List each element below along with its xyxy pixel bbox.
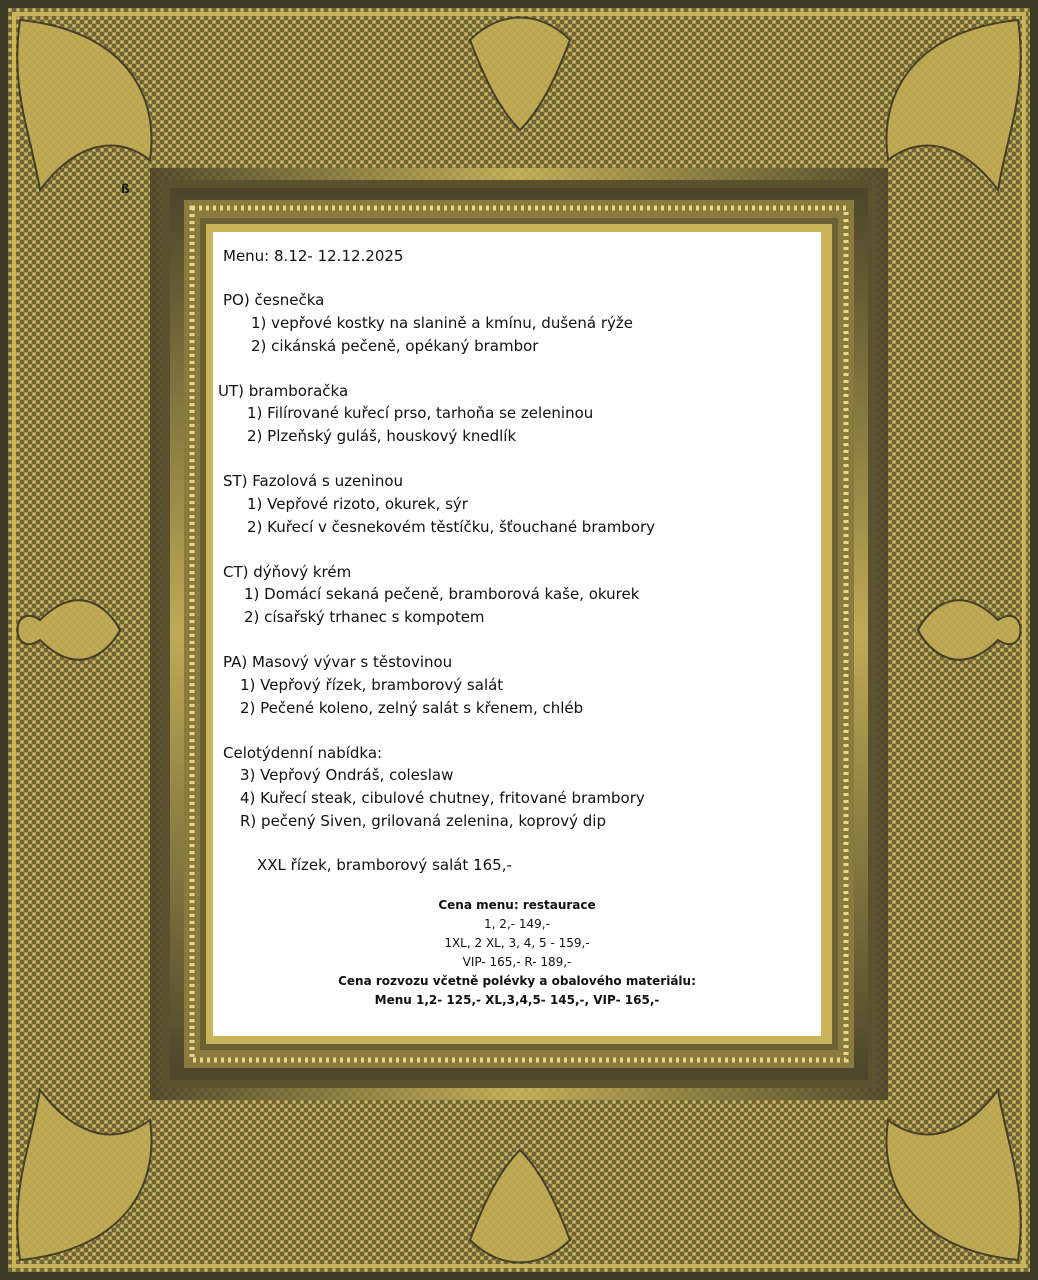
day-item: 1) Vepřový řízek, bramborový salát xyxy=(240,676,504,694)
price-title: Cena menu: restaurace xyxy=(438,898,596,912)
price-line: 1, 2,- 149,- xyxy=(484,917,550,931)
delivery-line: Menu 1,2- 125,- XL,3,4,5- 145,-, VIP- 165,- xyxy=(374,993,660,1007)
menu-paper xyxy=(213,232,821,1036)
frame-mark: ß xyxy=(121,182,130,196)
day-header-ut: UT) bramboračka xyxy=(218,382,349,400)
day-header-st: ST) Fazolová s uzeninou xyxy=(223,472,404,490)
weekly-item: R) pečený Siven, grilovaná zelenina, koprový dip xyxy=(240,812,606,830)
day-header-ct: CT) dýňový krém xyxy=(223,563,352,581)
day-item: 1) Filírované kuřecí prso, tarhoňa se zeleninou xyxy=(247,404,594,422)
day-item: 1) vepřové kostky na slanině a kmínu, dušená rýže xyxy=(251,314,633,332)
day-item: 1) Domácí sekaná pečeně, bramborová kaše, okurek xyxy=(244,585,640,603)
xxl-offer: XXL řízek, bramborový salát 165,- xyxy=(257,856,512,874)
price-line: VIP- 165,- R- 189,- xyxy=(462,955,572,969)
day-item: 2) Pečené koleno, zelný salát s křenem, chléb xyxy=(240,699,584,717)
price-block xyxy=(213,896,821,1010)
day-item: 2) Plzeňský guláš, houskový knedlík xyxy=(247,427,517,445)
price-line: 1XL, 2 XL, 3, 4, 5 - 159,- xyxy=(444,936,590,950)
day-item: 2) Kuřecí v česnekovém těstíčku, šťouchané brambory xyxy=(247,518,656,536)
day-item: 1) Vepřové rizoto, okurek, sýr xyxy=(247,495,468,513)
menu-title: Menu: 8.12- 12.12.2025 xyxy=(223,247,404,265)
day-header-po: PO) česnečka xyxy=(223,291,325,309)
day-item: 2) cikánská pečeně, opékaný brambor xyxy=(251,337,539,355)
weekly-item: 4) Kuřecí steak, cibulové chutney, fritované brambory xyxy=(240,789,645,807)
weekly-item: 3) Vepřový Ondráš, coleslaw xyxy=(240,766,454,784)
day-item: 2) císařský trhanec s kompotem xyxy=(244,608,485,626)
day-header-pa: PA) Masový vývar s těstovinou xyxy=(223,653,453,671)
weekly-header: Celotýdenní nabídka: xyxy=(223,744,383,762)
delivery-title: Cena rozvozu včetně polévky a obalového materiálu: xyxy=(338,974,696,988)
